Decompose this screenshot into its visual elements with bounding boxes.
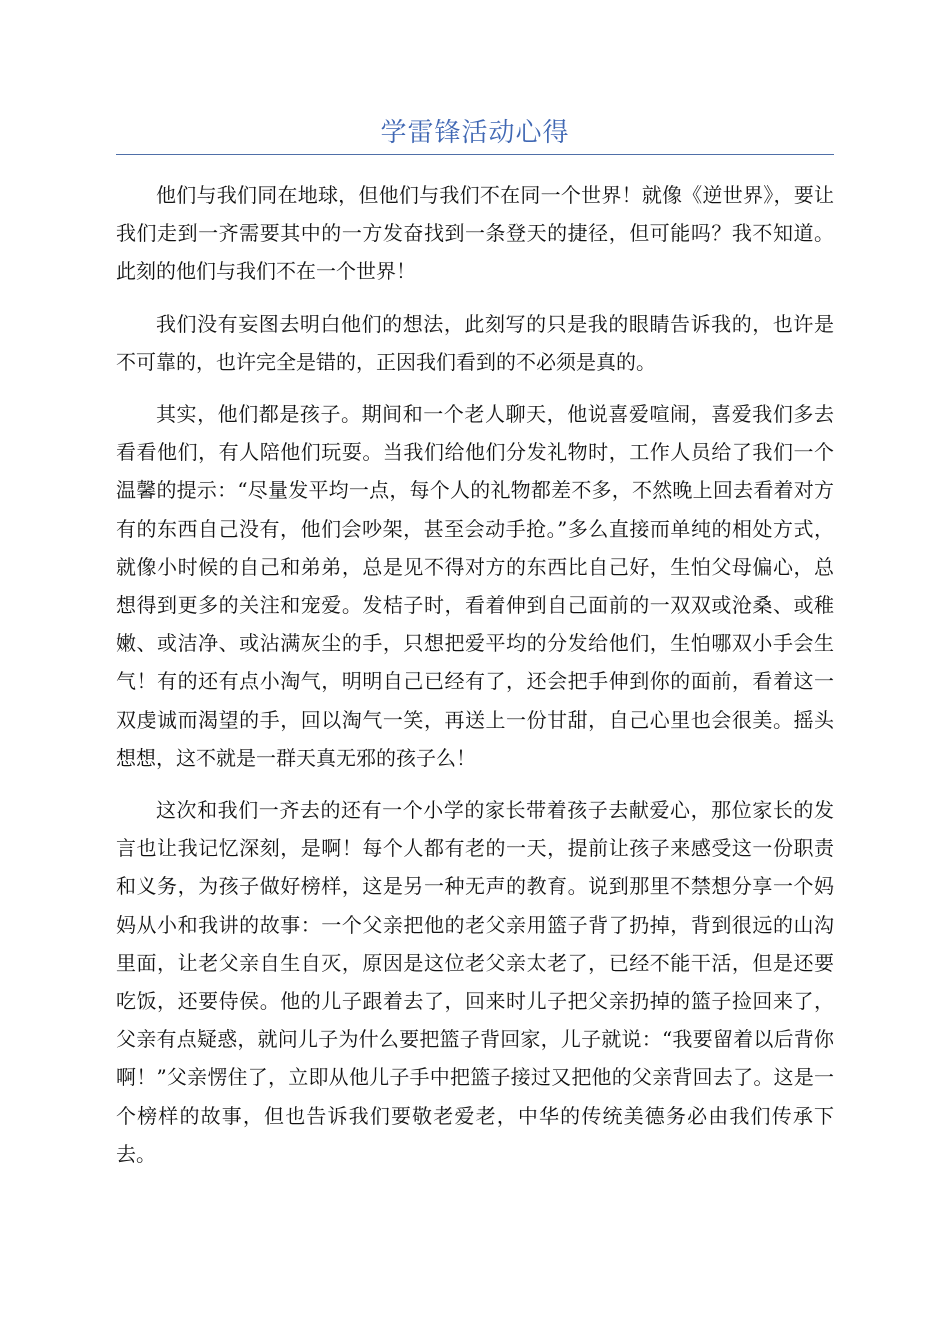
paragraph: 这次和我们一齐去的还有一个小学的家长带着孩子去献爱心，那位家长的发言也让我记忆深刻，是啊！每个人都有老的一天，提前让孩子来感受这一份职责和义务，为孩子做好榜样，这是另一种无声的教育。说到那里不禁想分享一个妈妈从小和我讲的故事：一个父亲把他的老父亲用篮子背了扔掉，背到很远的山沟里面，让老父亲自生自灭，原因是这位老父亲太老了，已经不能干活，但是还要吃饭，还要侍侯。他的儿子跟着去了，回来时儿子把父亲扔掉的篮子捡回来了，父亲有点疑惑，就问儿子为什么要把篮子背回家，儿子就说：“我要留着以后背你啊！”父亲愣住了，立即从他儿子手中把篮子接过又把他的父亲背回去了。这是一个榜样的故事，但也告诉我们要敬老爱老，中华的传统美德务必由我们传承下去。 [116,798,834,1166]
paragraph: 我们没有妄图去明白他们的想法，此刻写的只是我的眼睛告诉我的，也许是不可靠的，也许完全是错的，正因我们看到的不必须是真的。 [116,311,834,374]
document-body [116,176,834,1187]
page-title: 学雷锋活动心得 [380,118,570,148]
paragraph: 他们与我们同在地球，但他们与我们不在同一个世界！就像《逆世界》，要让我们走到一齐需要其中的一方发奋找到一条登天的捷径，但可能吗？我不知道。此刻的他们与我们不在一个世界！ [116,183,834,284]
paragraph: 其实，他们都是孩子。期间和一个老人聊天，他说喜爱喧闹，喜爱我们多去看看他们，有人陪他们玩耍。当我们给他们分发礼物时，工作人员给了我们一个温馨的提示：“尽量发平均一点，每个人的礼物都差不多，不然晚上回去看着对方有的东西自己没有，他们会吵架，甚至会动手抢。”多么直接而单纯的相处方式，就像小时候的自己和弟弟，总是见不得对方的东西比自己好，生怕父母偏心，总想得到更多的关注和宠爱。发桔子时，看着伸到自己面前的一双双或沧桑、或稚嫩、或洁净、或沾满灰尘的手，只想把爱平均的分发给他们，生怕哪双小手会生气！有的还有点小淘气，明明自己已经有了，还会把手伸到你的面前，看着这一双虔诚而渴望的手，回以淘气一笑，再送上一份甘甜，自己心里也会很美。摇头想想，这不就是一群天真无邪的孩子么！ [116,402,834,770]
title-block [116,113,834,155]
